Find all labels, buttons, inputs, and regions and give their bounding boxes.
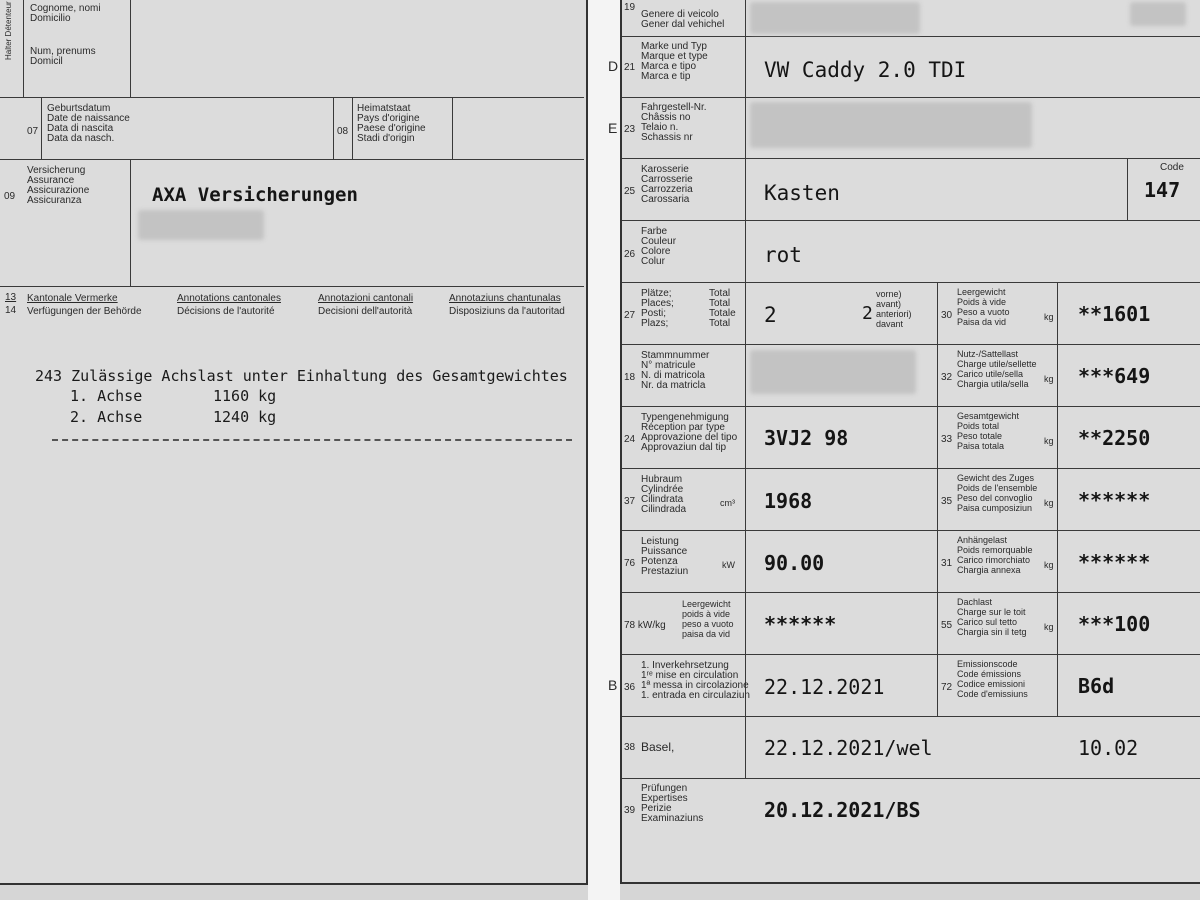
field-number: 55 [941,620,953,631]
power-label: Leistung Puissance Potenza Prestaziun [641,536,689,577]
rule [622,344,1200,345]
redacted-field [1130,2,1186,26]
front-seats-label: vorne) avant) anteriori) davant [876,289,912,329]
field-number: 33 [941,434,953,445]
annotation-label: Annotazioni cantonali [318,293,414,304]
type-approval-value: 3VJ2 98 [764,426,849,450]
payload-label: Nutz-/Sattellast Charge utile/sellette Carico utile/sella Chargia utila/sella [957,349,1037,389]
section-letter: D [608,58,619,74]
displacement-value: 1968 [764,489,813,513]
make-type-label: Marke und Typ Marque et type Marca e tipo Marca e tip [641,41,708,82]
seats-label: Plätze; Places; Posti; Plazs; [641,288,674,329]
axle-value: 1160 kg [213,387,277,405]
field-number: 30 [941,310,953,321]
rule [622,592,1200,593]
axle-label: 2. Achse [70,408,143,426]
dashed-separator [52,439,572,441]
field-number: 13 [5,292,17,303]
field-number: 35 [941,496,953,507]
name-label: Num, prenums Domicil [30,46,96,67]
rule [1127,158,1128,220]
rule [622,530,1200,531]
train-weight-value: ****** [1078,488,1151,512]
rule [0,97,584,98]
field-number: 07 [27,126,39,137]
field-number: 08 [337,126,349,137]
field-number: 76 [624,558,636,569]
issue-place-label: Basel, [641,740,675,754]
field-number: 18 [624,372,636,383]
chassis-label: Fahrgestell-Nr. Châssis no Telaio n. Schassis nr [641,102,707,143]
field-number: 26 [624,249,636,260]
empty-weight-value: **1601 [1078,302,1151,326]
rule [23,0,24,97]
field-number: 32 [941,372,953,383]
rule [0,159,584,160]
roof-load-value: ***100 [1078,612,1151,636]
section-letter: B [608,677,618,693]
redacted-field [750,350,916,394]
unit-label: kW [722,560,735,570]
rule [352,97,353,159]
surname-label: Cognome, nomi Domicilio [30,3,101,24]
field-number: 38 [624,742,636,753]
displacement-label: Hubraum Cylindrée Cilindrata Cilindrada [641,474,687,515]
body-label: Karosserie Carrosserie Carrozzeria Carossaria [641,164,693,205]
rule [1057,282,1058,716]
unit-label: kg [1044,374,1054,384]
rule [130,159,131,286]
front-seats-value: 2 [862,303,873,324]
redacted-field [138,210,264,240]
field-number: 25 [624,186,636,197]
unit-label: kg [1044,312,1054,322]
color-value: rot [764,243,802,267]
left-page [0,0,588,885]
type-approval-label: Typengenehmigung Réception par type Approvazione del tipo Approvaziun dal tip [641,412,738,453]
cantonal-remarks-label: Kantonale Vermerke [27,293,118,304]
rule [622,406,1200,407]
annotation-label: Disposiziuns da l'autoritad [449,306,565,317]
field-number: 21 [624,62,636,73]
field-number: 19 [624,2,636,13]
train-weight-label: Gewicht des Zuges Poids de l'ensemble Peso del convoglio Paisa cumposiziun [957,473,1038,513]
field-number: 09 [4,191,16,202]
code-label: Code [1160,162,1184,173]
rule [622,468,1200,469]
issue-date-value: 22.12.2021/wel [764,736,933,760]
redacted-field [750,2,920,34]
unit-label: kg [1044,560,1054,570]
field-number: 36 [624,682,636,693]
authority-decisions-label: Verfügungen der Behörde [27,306,142,317]
seats-total-label: Total Total Totale Total [709,288,736,329]
power-to-weight-label: Leergewicht poids à vide peso a vuoto paisa da vid [682,599,734,639]
make-type-value: VW Caddy 2.0 TDI [764,58,967,82]
inspection-value: 20.12.2021/BS [764,798,921,822]
rule [622,97,1200,98]
color-label: Farbe Couleur Colore Colur [641,226,677,267]
unit-label: cm³ [720,498,735,508]
rule [622,158,1200,159]
right-page [608,0,1200,884]
annotation-label: Decisioni dell'autorità [318,306,413,317]
vehicle-kind-label: Genere di veicolo Gener dal vehichel [641,9,725,30]
rule [622,36,1200,37]
birthdate-label: Geburtsdatum Date de naissance Data di nascita Data da nasch. [47,103,130,144]
power-value: 90.00 [764,551,825,575]
holder-label: Halter Détenteur [4,1,13,60]
annotation-label: Annotaziuns chantunalas [449,293,561,304]
insurance-value: AXA Versicherungen [152,184,358,206]
field-number: 24 [624,434,636,445]
rule [622,778,1200,779]
unit-label: kg [1044,498,1054,508]
unit-label: kg [1044,436,1054,446]
axle-label: 1. Achse [70,387,143,405]
field-number: 31 [941,558,953,569]
total-weight-label: Gesamtgewicht Poids total Peso totale Paisa totala [957,411,1020,451]
empty-weight-label: Leergewicht Poids à vide Peso a vuoto Paisa da vid [957,287,1010,327]
field-number: 72 [941,682,953,693]
field-number: 27 [624,310,636,321]
axle-value: 1240 kg [213,408,277,426]
rule [622,282,1200,283]
rule [333,97,334,159]
inspection-label: Prüfungen Expertises Perizie Examinaziuns [641,783,704,824]
home-state-label: Heimatstaat Pays d'origine Paese d'origine Stadi d'origin [357,103,426,144]
first-registration-label: 1. Inverkehrsetzung 1ʳᵉ mise en circulation 1ª messa in circolazione 1. entrada en circulaziun [641,660,750,701]
seats-value: 2 [764,303,777,327]
first-registration-value: 22.12.2021 [764,675,885,699]
annotation-label: Décisions de l'autorité [177,306,275,317]
field-number: 78 kW/kg [624,620,666,631]
annotation-label: Annotations cantonales [177,293,281,304]
emission-code-value: B6d [1078,674,1115,698]
code-value: 147 [1144,178,1181,202]
roof-load-label: Dachlast Charge sur le toit Carico sul tetto Chargia sin il tetg [957,597,1027,637]
rule [0,286,584,287]
trailer-load-value: ****** [1078,550,1151,574]
rule [937,282,938,716]
rule [130,0,131,97]
issue-number-value: 10.02 [1078,736,1139,760]
redacted-field [750,102,1032,148]
field-number: 14 [5,305,17,316]
rule [452,97,453,159]
rule [622,654,1200,655]
insurance-label: Versicherung Assurance Assicurazione Assicuranza [27,165,90,206]
power-to-weight-value: ****** [764,612,837,636]
field-number: 23 [624,124,636,135]
field-number: 37 [624,496,636,507]
rule [622,220,1200,221]
field-number: 39 [624,805,636,816]
rule [41,97,42,159]
total-weight-value: **2250 [1078,426,1151,450]
payload-value: ***649 [1078,364,1151,388]
emission-code-label: Emissionscode Code émissions Codice emissioni Code d'emissiuns [957,659,1028,699]
rule [622,716,1200,717]
unit-label: kg [1044,622,1054,632]
trailer-load-label: Anhängelast Poids remorquable Carico rimorchiato Chargia annexa [957,535,1033,575]
section-letter: E [608,120,618,136]
body-value: Kasten [764,181,840,205]
axle-load-remark: 243 Zulässige Achslast unter Einhaltung des Gesamtgewichtes [35,367,568,385]
master-number-label: Stammnummer N° matricule N. di matricola Nr. da matricla [641,350,710,391]
